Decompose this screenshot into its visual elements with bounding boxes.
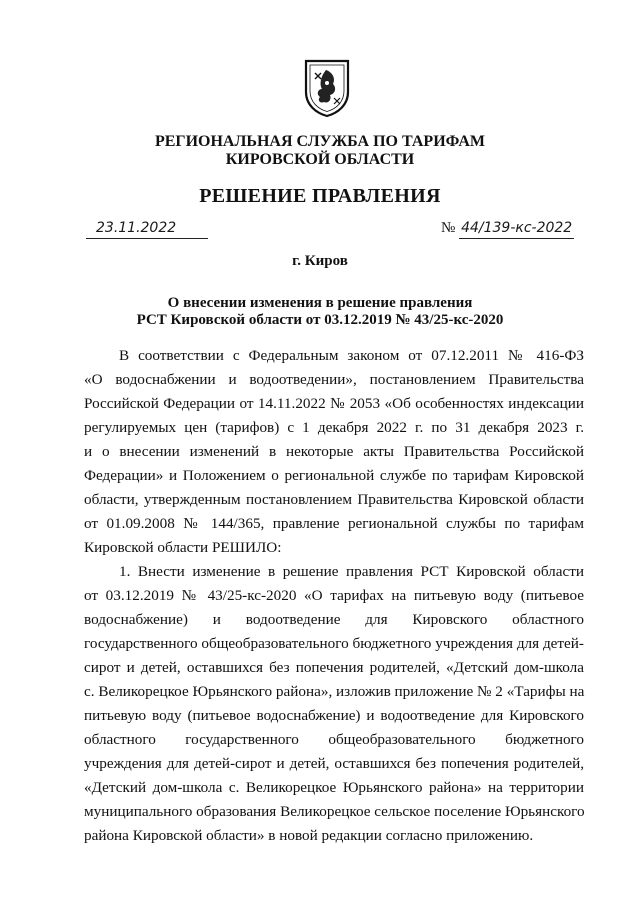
- body-line: 1. Внести изменение в решение правления РСТ Кировской области: [119, 563, 584, 580]
- body-line: сирот и детей, оставшихся без попечения родителей, «Детский дом-школа: [84, 659, 584, 676]
- body-line: области, утвержденным постановлением Правительства Кировской области: [84, 491, 584, 508]
- body-line: учреждения для детей-сирот и детей, оставшихся без попечения родителей,: [84, 755, 584, 772]
- document-title: РЕШЕНИЕ ПРАВЛЕНИЯ: [199, 185, 441, 207]
- coat-of-arms-emblem: [302, 58, 352, 118]
- body-line: и о внесении изменений в некоторые акты Правительства Российской: [84, 443, 584, 460]
- body-line: водоснабжение) и водоотведение для Кировского областного: [84, 611, 584, 628]
- document-number: [441, 218, 574, 239]
- body-line: питьевую воду (питьевое водоснабжение) и водоотведение для Кировского: [84, 707, 584, 724]
- body-line: Российской Федерации от 14.11.2022 № 2053 «Об особенностях индексации: [84, 395, 584, 412]
- subject-line2: РСТ Кировской области от 03.12.2019 № 43/25-кс-2020: [136, 312, 504, 328]
- body-line: района Кировской области» в новой редакции согласно приложению.: [84, 827, 534, 844]
- city-name: г. Киров: [292, 253, 348, 269]
- body-line: от 03.12.2019 № 43/25-кс-2020 «О тарифах на питьевую воду (питьевое: [84, 587, 584, 604]
- body-line: «Детский дом-школа с. Великорецкое Юрьянского района» на территории: [84, 779, 584, 796]
- organization-name-line2: КИРОВСКОЙ ОБЛАСТИ: [225, 151, 415, 168]
- number-label: №: [441, 220, 456, 236]
- number-value: 44/139-кс-2022: [459, 218, 574, 239]
- body-line: Федерации» и Положением о региональной службе по тарифам Кировской: [84, 467, 584, 484]
- body-line: В соответствии с Федеральным законом от 07.12.2011 № 416-ФЗ: [119, 347, 584, 364]
- body-line: регулируемых цен (тарифов) с 1 декабря 2022 г. по 31 декабря 2023 г.: [84, 419, 584, 436]
- body-line: областного государственного общеобразовательного бюджетного: [84, 731, 584, 748]
- organization-name-line1: РЕГИОНАЛЬНАЯ СЛУЖБА ПО ТАРИФАМ: [154, 133, 486, 150]
- body-line: государственного общеобразовательного бюджетного учреждения для детей-: [84, 635, 584, 652]
- document-date: 23.11.2022: [86, 218, 208, 239]
- body-line: муниципального образования Великорецкое сельское поселение Юрьянского: [84, 803, 585, 820]
- subject-line1: О внесении изменения в решение правления: [167, 295, 473, 311]
- body-line: Кировской области РЕШИЛО:: [84, 539, 282, 556]
- body-line: «О водоснабжении и водоотведении», постановлением Правительства: [84, 371, 584, 388]
- body-line: от 01.09.2008 № 144/365, правление региональной службы по тарифам: [84, 515, 584, 532]
- body-line: с. Великорецкое Юрьянского района», изложив приложение № 2 «Тарифы на: [84, 683, 585, 700]
